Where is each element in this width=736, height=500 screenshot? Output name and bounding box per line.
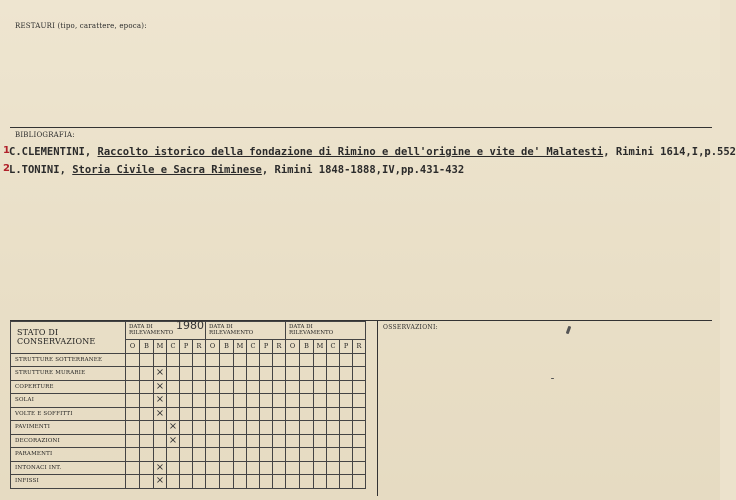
stato-title: STATO DI CONSERVAZIONE <box>11 322 126 354</box>
empty-cell <box>234 475 247 489</box>
empty-cell <box>247 394 260 408</box>
bibliography-entry-1 <box>9 146 736 158</box>
empty-cell <box>286 394 300 408</box>
empty-cell <box>300 407 314 421</box>
code-header-c: C <box>167 340 180 354</box>
empty-cell <box>126 407 140 421</box>
empty-cell <box>126 475 140 489</box>
condition-mark: × <box>154 367 167 381</box>
entry-number-1: 1 <box>3 145 10 156</box>
empty-cell <box>220 407 234 421</box>
table-row <box>11 367 366 381</box>
ink-speck <box>551 378 554 379</box>
code-header-m: M <box>154 340 167 354</box>
empty-cell <box>234 367 247 381</box>
empty-cell <box>273 380 286 394</box>
data-rilevamento-1 <box>126 319 206 340</box>
empty-cell <box>286 367 300 381</box>
empty-cell <box>273 475 286 489</box>
empty-cell <box>300 353 314 367</box>
empty-cell <box>300 367 314 381</box>
empty-cell <box>220 394 234 408</box>
empty-cell <box>247 448 260 462</box>
observations-divider <box>377 321 378 496</box>
empty-cell <box>247 434 260 448</box>
empty-cell <box>327 380 340 394</box>
empty-cell <box>180 394 193 408</box>
empty-cell <box>327 367 340 381</box>
empty-cell <box>300 394 314 408</box>
empty-cell <box>340 434 353 448</box>
code-header-r: R <box>353 340 366 354</box>
empty-cell <box>234 421 247 435</box>
empty-cell <box>220 367 234 381</box>
empty-cell <box>300 421 314 435</box>
empty-cell <box>126 380 140 394</box>
empty-cell <box>220 448 234 462</box>
empty-cell <box>167 448 180 462</box>
empty-cell <box>220 461 234 475</box>
empty-cell <box>220 353 234 367</box>
data-rilevamento-3 <box>286 322 366 340</box>
code-header-p: P <box>260 340 273 354</box>
empty-cell <box>167 475 180 489</box>
empty-cell <box>154 434 167 448</box>
empty-cell <box>314 353 327 367</box>
empty-cell <box>180 421 193 435</box>
empty-cell <box>340 380 353 394</box>
table-row <box>11 353 366 367</box>
empty-cell <box>140 394 154 408</box>
entry-1-title: Raccolto istorico della fondazione di Rimino e dell'origine e vite de' Malatesti <box>97 146 604 158</box>
code-header-c: C <box>247 340 260 354</box>
entry-1-rest: , Rimini 1614,I,p.552 <box>603 146 736 158</box>
code-header-p: P <box>180 340 193 354</box>
empty-cell <box>273 407 286 421</box>
empty-cell <box>300 448 314 462</box>
data-label-2: RILEVAMENTO <box>129 330 174 336</box>
empty-cell <box>273 448 286 462</box>
empty-cell <box>180 434 193 448</box>
table-row <box>11 421 366 435</box>
empty-cell <box>206 367 220 381</box>
empty-cell <box>273 421 286 435</box>
empty-cell <box>353 367 366 381</box>
empty-cell <box>193 421 206 435</box>
empty-cell <box>140 353 154 367</box>
empty-cell <box>273 461 286 475</box>
empty-cell <box>126 367 140 381</box>
empty-cell <box>260 475 273 489</box>
empty-cell <box>247 380 260 394</box>
empty-cell <box>140 475 154 489</box>
empty-cell <box>286 353 300 367</box>
empty-cell <box>286 475 300 489</box>
empty-cell <box>327 407 340 421</box>
empty-cell <box>260 421 273 435</box>
data-rilevamento-2 <box>206 322 286 340</box>
empty-cell <box>273 353 286 367</box>
empty-cell <box>154 421 167 435</box>
condition-mark: × <box>154 475 167 489</box>
empty-cell <box>353 394 366 408</box>
empty-cell <box>273 434 286 448</box>
table-row <box>11 434 366 448</box>
entry-2-rest: , Rimini 1848-1888,IV,pp.431-432 <box>261 164 465 176</box>
empty-cell <box>353 434 366 448</box>
empty-cell <box>206 421 220 435</box>
empty-cell <box>314 461 327 475</box>
empty-cell <box>314 448 327 462</box>
code-header-b: B <box>300 340 314 354</box>
code-header-c: C <box>327 340 340 354</box>
empty-cell <box>353 475 366 489</box>
empty-cell <box>286 461 300 475</box>
empty-cell <box>193 407 206 421</box>
empty-cell <box>206 353 220 367</box>
empty-cell <box>220 475 234 489</box>
empty-cell <box>126 434 140 448</box>
empty-cell <box>327 434 340 448</box>
row-label: COPERTURE <box>11 380 126 394</box>
entry-2-author: L.TONINI, <box>9 164 66 176</box>
empty-cell <box>167 407 180 421</box>
table-row <box>11 448 366 462</box>
row-label: VOLTE E SOFFITTI <box>11 407 126 421</box>
empty-cell <box>327 394 340 408</box>
empty-cell <box>273 367 286 381</box>
empty-cell <box>126 461 140 475</box>
condition-mark: × <box>154 461 167 475</box>
table-row <box>11 461 366 475</box>
empty-cell <box>140 367 154 381</box>
data-label-2: RILEVAMENTO <box>209 330 254 336</box>
bibliografia-label: BIBLIOGRAFIA: <box>15 131 75 139</box>
empty-cell <box>206 475 220 489</box>
empty-cell <box>260 448 273 462</box>
empty-cell <box>180 448 193 462</box>
empty-cell <box>340 353 353 367</box>
empty-cell <box>340 394 353 408</box>
empty-cell <box>206 448 220 462</box>
ink-speck <box>566 326 572 335</box>
empty-cell <box>260 367 273 381</box>
empty-cell <box>286 380 300 394</box>
empty-cell <box>340 448 353 462</box>
empty-cell <box>340 461 353 475</box>
empty-cell <box>340 367 353 381</box>
code-header-m: M <box>314 340 327 354</box>
code-header-o: O <box>286 340 300 354</box>
empty-cell <box>353 407 366 421</box>
empty-cell <box>286 448 300 462</box>
table-row <box>11 394 366 408</box>
empty-cell <box>340 475 353 489</box>
empty-cell <box>220 421 234 435</box>
empty-cell <box>327 461 340 475</box>
empty-cell <box>260 434 273 448</box>
empty-cell <box>314 367 327 381</box>
empty-cell <box>286 434 300 448</box>
table-row <box>11 475 366 489</box>
row-label: SOLAI <box>11 394 126 408</box>
empty-cell <box>126 421 140 435</box>
empty-cell <box>167 380 180 394</box>
table-row <box>11 407 366 421</box>
empty-cell <box>193 434 206 448</box>
empty-cell <box>140 380 154 394</box>
empty-cell <box>327 421 340 435</box>
empty-cell <box>247 475 260 489</box>
code-header-b: B <box>220 340 234 354</box>
empty-cell <box>260 407 273 421</box>
code-header-o: O <box>126 340 140 354</box>
empty-cell <box>126 394 140 408</box>
empty-cell <box>300 461 314 475</box>
data-label-2: RILEVAMENTO <box>289 330 334 336</box>
empty-cell <box>140 407 154 421</box>
empty-cell <box>234 407 247 421</box>
empty-cell <box>180 461 193 475</box>
empty-cell <box>206 380 220 394</box>
empty-cell <box>353 461 366 475</box>
empty-cell <box>327 448 340 462</box>
code-header-b: B <box>140 340 154 354</box>
condition-mark: × <box>167 421 180 435</box>
empty-cell <box>327 475 340 489</box>
condition-mark: × <box>154 394 167 408</box>
survey-year: 1980 <box>176 319 204 332</box>
code-header-p: P <box>340 340 353 354</box>
code-header-r: R <box>193 340 206 354</box>
entry-number-2: 2 <box>3 163 10 174</box>
empty-cell <box>206 434 220 448</box>
empty-cell <box>234 448 247 462</box>
empty-cell <box>247 461 260 475</box>
empty-cell <box>314 407 327 421</box>
empty-cell <box>154 353 167 367</box>
empty-cell <box>234 380 247 394</box>
empty-cell <box>180 380 193 394</box>
entry-1-author: C.CLEMENTINI, <box>9 146 92 158</box>
empty-cell <box>220 434 234 448</box>
empty-cell <box>167 461 180 475</box>
empty-cell <box>314 421 327 435</box>
empty-cell <box>286 407 300 421</box>
empty-cell <box>126 448 140 462</box>
condition-mark: × <box>167 434 180 448</box>
empty-cell <box>167 394 180 408</box>
row-label: INFISSI <box>11 475 126 489</box>
code-header-m: M <box>234 340 247 354</box>
empty-cell <box>193 394 206 408</box>
empty-cell <box>353 353 366 367</box>
empty-cell <box>193 475 206 489</box>
empty-cell <box>247 353 260 367</box>
empty-cell <box>140 434 154 448</box>
empty-cell <box>167 353 180 367</box>
empty-cell <box>180 353 193 367</box>
empty-cell <box>180 367 193 381</box>
empty-cell <box>193 448 206 462</box>
empty-cell <box>260 353 273 367</box>
conservation-table <box>10 321 366 489</box>
empty-cell <box>234 434 247 448</box>
empty-cell <box>314 380 327 394</box>
empty-cell <box>340 407 353 421</box>
empty-cell <box>140 421 154 435</box>
table-row <box>11 380 366 394</box>
empty-cell <box>273 394 286 408</box>
empty-cell <box>180 407 193 421</box>
empty-cell <box>126 353 140 367</box>
empty-cell <box>340 421 353 435</box>
data-label-1: DATA DI <box>289 324 313 330</box>
empty-cell <box>193 353 206 367</box>
empty-cell <box>247 421 260 435</box>
empty-cell <box>300 380 314 394</box>
empty-cell <box>314 475 327 489</box>
bibliography-entry-2 <box>9 164 464 176</box>
empty-cell <box>247 367 260 381</box>
restauri-label: RESTAURI (tipo, carattere, epoca): <box>15 22 147 30</box>
empty-cell <box>206 461 220 475</box>
empty-cell <box>234 461 247 475</box>
row-label: PAVIMENTI <box>11 421 126 435</box>
empty-cell <box>353 421 366 435</box>
empty-cell <box>234 394 247 408</box>
empty-cell <box>353 380 366 394</box>
row-label: STRUTTURE SOTTERRANEE <box>11 353 126 367</box>
code-header-o: O <box>206 340 220 354</box>
empty-cell <box>234 353 247 367</box>
section-divider <box>10 127 712 128</box>
empty-cell <box>300 475 314 489</box>
data-label-1: DATA DI <box>129 324 153 330</box>
empty-cell <box>140 461 154 475</box>
empty-cell <box>260 461 273 475</box>
empty-cell <box>247 407 260 421</box>
empty-cell <box>260 380 273 394</box>
empty-cell <box>140 448 154 462</box>
code-header-r: R <box>273 340 286 354</box>
condition-mark: × <box>154 407 167 421</box>
empty-cell <box>154 448 167 462</box>
row-label: STRUTTURE MURARIE <box>11 367 126 381</box>
condition-mark: × <box>154 380 167 394</box>
empty-cell <box>314 394 327 408</box>
empty-cell <box>206 407 220 421</box>
osservazioni-label: OSSERVAZIONI: <box>383 324 438 331</box>
empty-cell <box>220 380 234 394</box>
empty-cell <box>300 434 314 448</box>
empty-cell <box>260 394 273 408</box>
data-label-1: DATA DI <box>209 324 233 330</box>
row-label: INTONACI INT. <box>11 461 126 475</box>
empty-cell <box>193 380 206 394</box>
row-label: PARAMENTI <box>11 448 126 462</box>
empty-cell <box>353 448 366 462</box>
empty-cell <box>167 367 180 381</box>
row-label: DECORAZIONI <box>11 434 126 448</box>
empty-cell <box>193 367 206 381</box>
empty-cell <box>180 475 193 489</box>
empty-cell <box>314 434 327 448</box>
empty-cell <box>193 461 206 475</box>
empty-cell <box>327 353 340 367</box>
entry-2-title: Storia Civile e Sacra Riminese <box>72 164 262 176</box>
empty-cell <box>286 421 300 435</box>
empty-cell <box>206 394 220 408</box>
